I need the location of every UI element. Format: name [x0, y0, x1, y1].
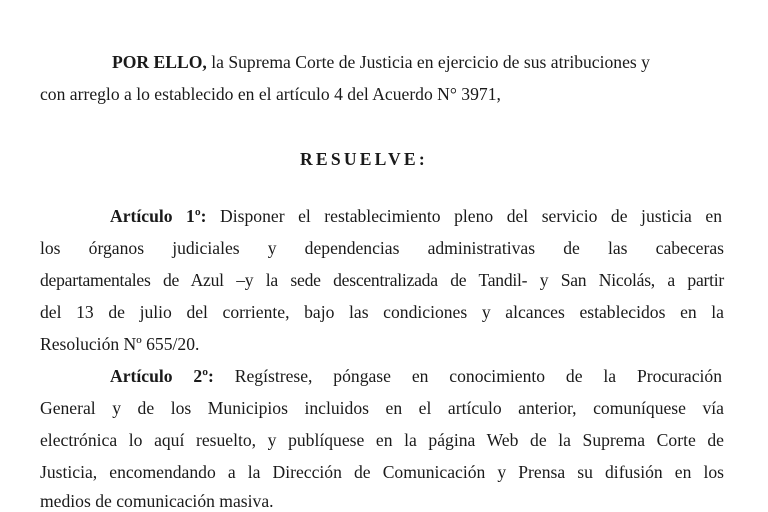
article-2-line-1: [110, 366, 722, 386]
article-1-line-3: departamentales de Azul –y la sede descentralizada de Tandil- y San Nicolás, a partir: [40, 270, 724, 290]
article-2-line-5: medios de comunicación masiva.: [40, 491, 274, 511]
article-1-line-2: los órganos judiciales y dependencias administrativas de las cabeceras: [40, 238, 724, 258]
article-1-label: Artículo 1º:: [110, 206, 207, 226]
article-2-line-2: General y de los Municipios incluidos en el artículo anterior, comuníquese vía: [40, 398, 724, 418]
preamble-line-1: [112, 52, 724, 72]
resolves-heading: RESUELVE:: [300, 149, 428, 169]
article-1-text: Disponer el restablecimiento pleno del servicio de justicia en: [206, 206, 722, 226]
article-1-line-1: [110, 206, 722, 226]
preamble-bold-lead: POR ELLO,: [112, 52, 207, 72]
article-2-label: Artículo 2º:: [110, 366, 214, 386]
preamble-line-2: con arreglo a lo establecido en el artículo 4 del Acuerdo N° 3971,: [40, 84, 501, 104]
article-2-text: Regístrese, póngase en conocimiento de la Procuración: [213, 366, 722, 386]
article-1-line-4: del 13 de julio del corriente, bajo las condiciones y alcances establecidos en la: [40, 302, 724, 322]
article-1-line-5: Resolución Nº 655/20.: [40, 334, 200, 354]
article-2-line-4: Justicia, encomendando a la Dirección de Comunicación y Prensa su difusión en los: [40, 462, 724, 482]
preamble-text: la Suprema Corte de Justicia en ejercicio de sus atribuciones y: [206, 52, 650, 72]
article-2-line-3: electrónica lo aquí resuelto, y publíquese en la página Web de la Suprema Corte de: [40, 430, 724, 450]
